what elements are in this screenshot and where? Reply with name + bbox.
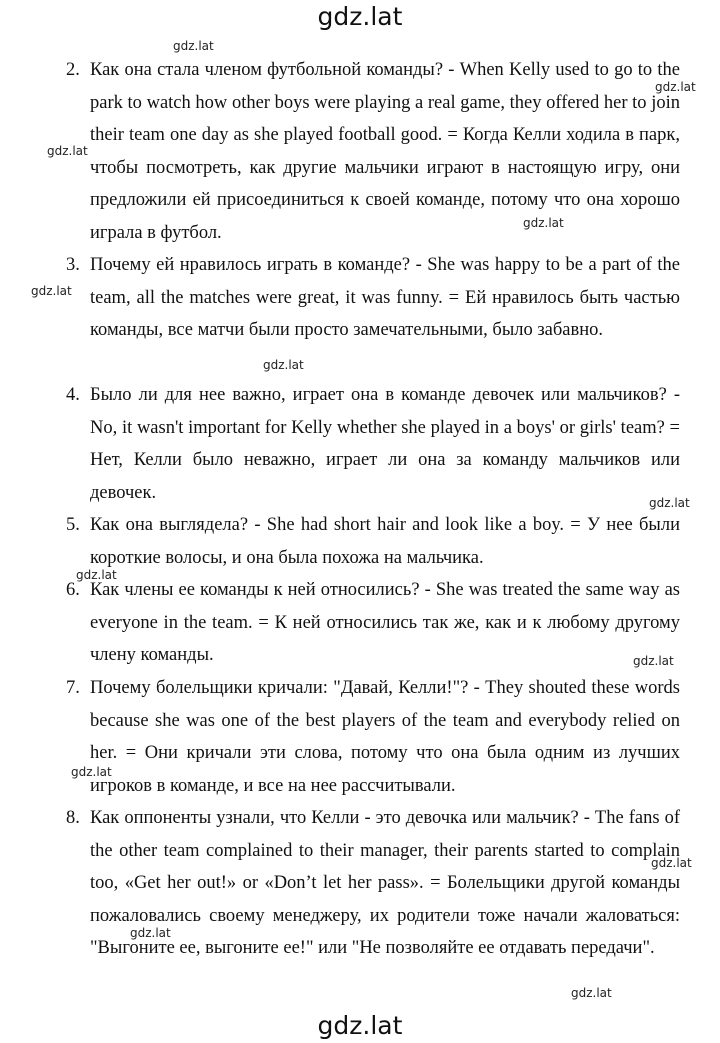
item-text: Как она выглядела? - She had short hair and look like a boy. = У нее были короткие волосы, и она была похожа на мальчика. <box>90 515 680 568</box>
watermark: gdz.lat <box>173 39 214 53</box>
watermark: gdz.lat <box>655 80 696 94</box>
watermark: gdz.lat <box>47 144 88 158</box>
item-text: Было ли для нее важно, играет она в команде девочек или мальчиков? - No, it wasn't important for Kelly whether she played in a boys' or girls' team? = Нет, Келли было неважно, играет ли она за команду мальчиков или девочек. <box>90 385 680 503</box>
item-number: 8. <box>66 808 80 828</box>
watermark: gdz.lat <box>633 654 674 668</box>
list-item <box>60 379 680 509</box>
watermark: gdz.lat <box>130 926 171 940</box>
watermark: gdz.lat <box>523 216 564 230</box>
item-number: 4. <box>66 385 80 405</box>
watermark: gdz.lat <box>651 856 692 870</box>
item-number: 6. <box>66 580 80 600</box>
site-title-top: gdz.lat <box>317 2 403 31</box>
watermark: gdz.lat <box>76 568 117 582</box>
watermark: gdz.lat <box>571 986 612 1000</box>
list-item <box>60 509 680 574</box>
item-text: Почему ей нравилось играть в команде? - She was happy to be a part of the team, all the matches were great, it was funny. = Ей нравилось быть частью команды, все матчи были просто замечательными, было забавно. <box>90 255 680 340</box>
list-item <box>60 802 680 965</box>
watermark: gdz.lat <box>71 765 112 779</box>
site-title-bottom: gdz.lat <box>317 1011 403 1040</box>
item-number: 2. <box>66 60 80 80</box>
watermark: gdz.lat <box>649 496 690 510</box>
list-item <box>60 672 680 802</box>
list-item <box>60 54 680 249</box>
item-text: Почему болельщики кричали: "Давай, Келли!"? - They shouted these words because she was one of the best players of the team and everybody relied on her. = Они кричали эти слова, потому что она была одним из лучших игроков в команде, и все на нее рассчитывали. <box>90 678 680 796</box>
list-item <box>60 574 680 672</box>
item-number: 7. <box>66 678 80 698</box>
watermark: gdz.lat <box>263 358 304 372</box>
item-text: Как оппоненты узнали, что Келли - это девочка или мальчик? - The fans of the other team complained to their manager, their parents started to complain too, «Get her out!» or «Don’t let her pass». = Болельщики другой команды пожаловались своему менеджеру, их родители тоже начали жаловаться: "Выгоните ее, выгоните ее!" или "Не позволяйте ее отдавать передачи". <box>90 808 680 958</box>
watermark: gdz.lat <box>31 284 72 298</box>
list-item <box>60 249 680 347</box>
item-number: 3. <box>66 255 80 275</box>
item-text: Как члены ее команды к ней относились? - She was treated the same way as everyone in the team. = К ней относились так же, как и к любому другому члену команды. <box>90 580 680 665</box>
item-text: Как она стала членом футбольной команды? - When Kelly used to go to the park to watch how other boys were playing a real game, they offered her to join their team one day as she played football good. = Когда Келли ходила в парк, чтобы посмотреть, как другие мальчики играют в настоящую игру, они предложили ей присоединиться к своей команде, потому что она хорошо играла в футбол. <box>90 60 680 243</box>
item-number: 5. <box>66 515 80 535</box>
